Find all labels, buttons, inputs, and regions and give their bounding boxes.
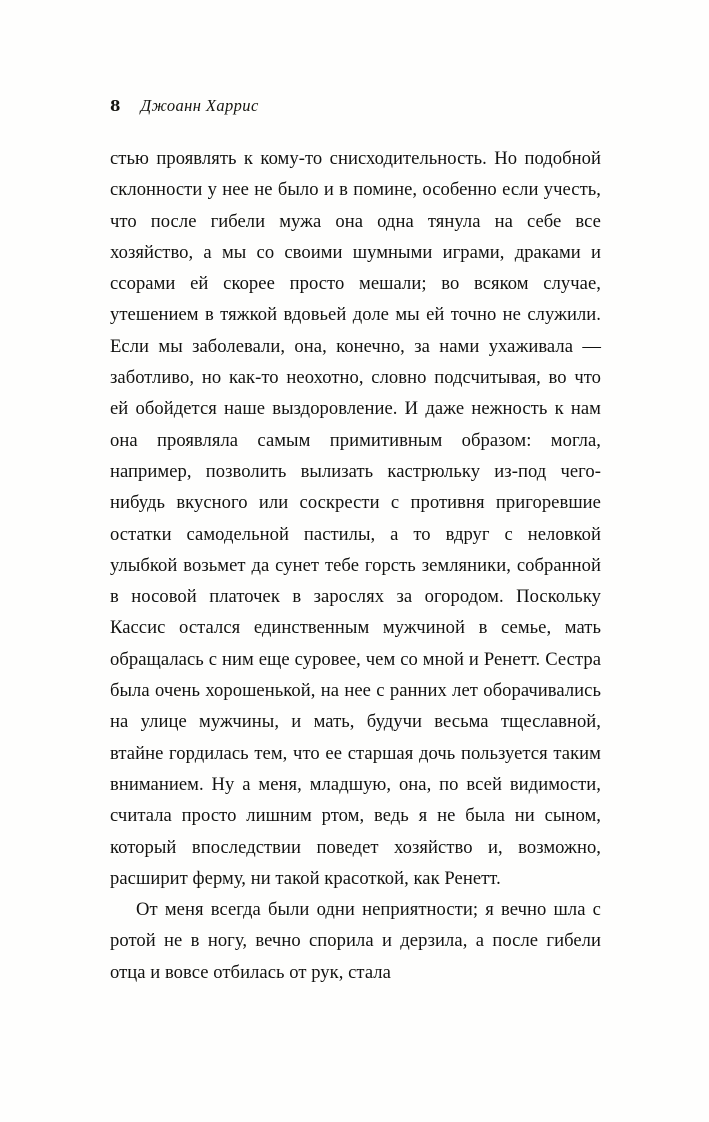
paragraph: От меня всегда были одни неприятности; я вечно шла с ротой не в ногу, вечно спорила и дерзила, а после гибели отца и вовсе отбилась от рук, стала [110, 899, 601, 983]
page-header [110, 96, 600, 116]
running-title: Джоанн Харрис [140, 96, 259, 115]
page-number: 8 [110, 97, 121, 115]
paragraph: стью проявлять к кому-то снисходительность. Но подобной склонности у нее не было и в помине, особенно если учесть, что после гибели мужа она одна тянула на себе все хозяйство, а мы со своими шумными играми, драками и ссорами ей скорее просто мешали; во всяком случае, утешением в тяжкой вдовьей доле мы ей точно не служили. Если мы заболевали, она, конечно, за нами ухаживала — заботливо, но как-то неохотно, словно подсчитывая, во что ей обойдется наше выздоровление. И даже нежность к нам она проявляла самым примитивным образом: могла, например, позволить вылизать кастрюльку из-под чего-нибудь вкусного или соскрести с противня пригоревшие остатки самодельной пастилы, а то вдруг с неловкой улыбкой возьмет да сунет тебе горсть земляники, собранной в носовой платочек в заросляx за огородом. Поскольку Кассис остался единственным мужчиной в семье, мать обращалась с ним еще суровее, чем со мной и Ренетт. Сестра была очень хорошенькой, на нее с ранних лет оборачивались на улице мужчины, и мать, будучи весьма тщеславной, втайне гордилась тем, что ее старшая дочь пользуется таким вниманием. Ну а меня, младшую, она, по всей видимости, считала просто лишним ртом, ведь я не была ни сыном, который впоследствии поведет хозяйство и, возможно, расширит ферму, ни такой красоткой, как Ренетт. [110, 148, 601, 889]
body-text [110, 143, 601, 988]
